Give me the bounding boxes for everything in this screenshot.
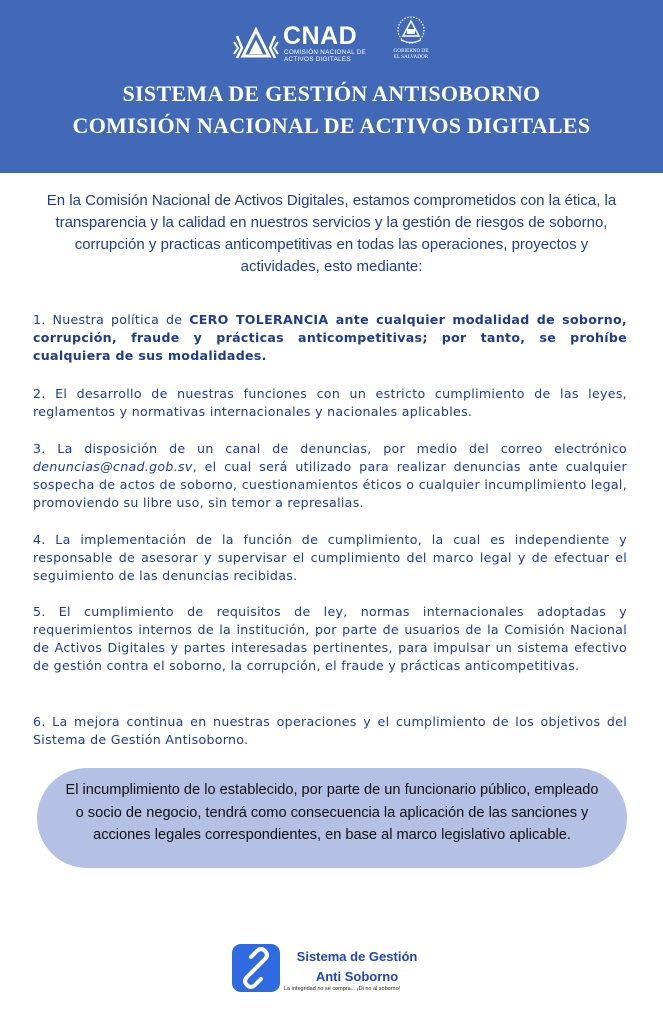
header-banner xyxy=(0,0,663,173)
email-link[interactable]: denuncias@cnad.gob.sv xyxy=(33,459,193,474)
footer-title-line1: Sistema de Gestión xyxy=(296,949,418,964)
policy-item-2: 2. El desarrollo de nuestras funciones con un estricto cumplimiento de las leyes, reglamentos y normativas internacionales y nacionales aplicables. xyxy=(33,386,627,419)
coat-of-arms-icon xyxy=(389,14,433,48)
policy-item-4: 4. La implementación de la función de cumplimiento, la cual es independiente y responsable de asesorar y supervisar el cumplimiento del marco legal y de efectuar el seguimiento de las denuncias recibidas. xyxy=(33,532,627,583)
policy-item-1-text: 1. Nuestra política de xyxy=(33,312,190,327)
gobierno-logo xyxy=(389,14,433,66)
policy-item-3-text: 3. La disposición de un canal de denuncias, por medio del correo electrónico xyxy=(33,441,627,456)
intro-paragraph: En la Comisión Nacional de Activos Digitales, estamos comprometidos con la ética, la transparencia y la calidad en nuestros servicios y la gestión de riesgos de soborno, corrupción y practicas anticompetitivas en todas las operaciones, proyectos y actividades, esto mediante: xyxy=(46,192,617,275)
policy-item-5: 5. El cumplimiento de requisitos de ley, normas internacionales adoptadas y requerimientos internos de la institución, por parte de usuarios de la Comisión Nacional de Activos Digitales y partes interesadas pertinentes, para impulsar un sistema efectivo de gestión contra el soborno, la corrupción, el fraude y prácticas anticompetitivas. xyxy=(33,604,627,673)
link-icon xyxy=(232,944,280,992)
footer-title-line2: Anti Soborno xyxy=(315,969,399,984)
policy-item-1-bold: CERO TOLERANCIA ante cualquier modalidad de soborno, corrupción, fraude y prácticas anticompetitivas; por tanto, se prohíbe cualquiera de sus modalidades. xyxy=(33,312,627,363)
policy-item-6: 6. La mejora continua en nuestras operaciones y el cumplimiento de los objetivos del Sistema de Gestión Antisoborno. xyxy=(33,714,627,747)
cnad-mark-icon xyxy=(233,26,279,62)
cnad-subtitle xyxy=(284,49,366,63)
policy-item-3-text-end: , el cual será utilizado para realizar denuncias ante cualquier sospecha de actos de soborno, cuestionamientos éticos o cualquier incumplimiento legal, promoviendo su libre uso, sin temor a represalias. xyxy=(33,459,627,510)
policy-item-1 xyxy=(33,311,627,365)
policy-item-3 xyxy=(33,440,627,512)
title-line2: COMISIÓN NACIONAL DE ACTIVOS DIGITALES xyxy=(72,113,591,138)
footer-tagline: La integridad no se compra... ¡Di no al soborno! xyxy=(284,986,401,992)
footer-title xyxy=(284,947,430,987)
title-line1: SISTEMA DE GESTIÓN ANTISOBORNO xyxy=(122,81,541,106)
gobierno-text xyxy=(389,48,433,60)
cnad-logo xyxy=(233,20,373,66)
cnad-subtitle-line2: ACTIVOS DIGITALES xyxy=(284,56,351,63)
link-icon-glyph xyxy=(232,944,280,992)
gobierno-text-line1: GOBIERNO DE xyxy=(393,48,429,54)
cnad-subtitle-line1: COMISIÓN NACIONAL DE xyxy=(284,49,367,56)
notice-text: El incumplimiento de lo establecido, por parte de un funcionario público, empleado o socio de negocio, tendrá como consecuencia la aplicación de las sanciones y acciones legales correspondientes, en base al marco legislativo aplicable. xyxy=(65,782,599,843)
cnad-wordmark: CNAD xyxy=(283,22,358,50)
gobierno-text-line2: EL SALVADOR xyxy=(393,54,429,60)
logo-row xyxy=(0,14,663,66)
page-title xyxy=(0,78,663,142)
